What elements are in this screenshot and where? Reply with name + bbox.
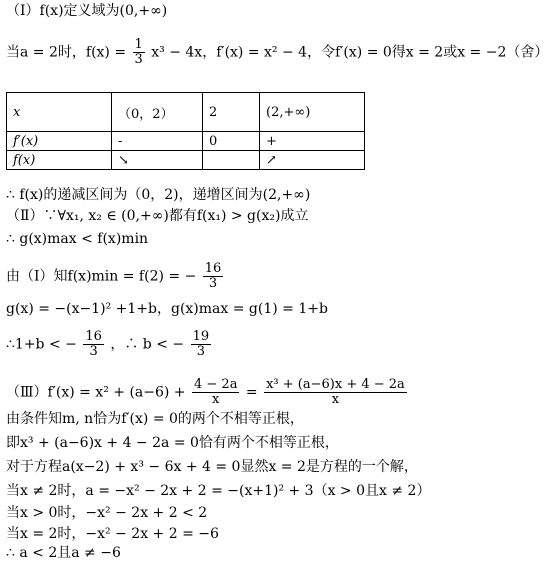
sign-table bbox=[6, 92, 365, 170]
part3-line2: 由条件知m, n恰为f′(x) = 0的两个不相等正根， bbox=[6, 411, 304, 427]
sign-table-header bbox=[7, 93, 365, 132]
part2-intro: （Ⅱ）∵∀x₁, x₂ ∈ (0,+∞)都有f(x₁) > g(x₂)成立 bbox=[6, 208, 309, 224]
table-cell bbox=[203, 151, 260, 170]
fraction-16-3: $\frac{16}{3}$ bbox=[85, 329, 102, 359]
header-cell: (2,+∞) bbox=[260, 93, 365, 132]
part1-domain: （Ⅰ）f(x)定义域为(0,+∞) bbox=[6, 3, 168, 19]
part1-line2-pre: 当a = 2时，f(x) = bbox=[6, 44, 127, 61]
sign-table-row bbox=[7, 132, 365, 151]
fraction-cubic-over-x: $\frac{\text{x³ + (a−6)x + 4 − 2a}}{x}$ bbox=[266, 377, 405, 407]
header-cell: 2 bbox=[203, 93, 260, 132]
part1-conclusion: ∴ f(x)的递减区间为（0，2)，递增区间为(2,+∞) bbox=[6, 187, 311, 203]
table-cell: 0 bbox=[203, 132, 260, 151]
table-cell: - bbox=[112, 132, 203, 151]
header-cell: （0，2） bbox=[112, 93, 203, 132]
table-cell: + bbox=[260, 132, 365, 151]
part3-line7: 当x = 2时，−x² − 2x + 2 = −6 bbox=[6, 526, 219, 542]
row-label: f′(x) bbox=[7, 132, 112, 151]
row-label: f(x) bbox=[7, 151, 112, 170]
part1-line2-post: x³ − 4x，f′(x) = x² − 4，令f′(x) = 0得x = 2或x = −2（舍） bbox=[151, 44, 549, 61]
header-cell: x bbox=[7, 93, 112, 132]
part3-derivative: （Ⅲ）f′(x) = x² + (a−6) + $\frac{4 - 2a}{x}$ = $\frac{\text{x³ + (a−6)x + 4 − 2a}}{x}$ bbox=[6, 377, 405, 407]
part2-gmax-line: g(x) = −(x−1)² +1+b，g(x)max = g(1) = 1+b bbox=[6, 301, 328, 317]
sign-table-row bbox=[7, 151, 365, 170]
fraction-4-minus-2a-over-x: $\frac{4 - 2a}{x}$ bbox=[194, 377, 238, 407]
part3-line5: 当x ≠ 2时，a = −x² − 2x + 2 = −(x+1)² + 3（x > 0且x ≠ 2） bbox=[6, 483, 431, 499]
decreasing-arrow: ↘ bbox=[112, 151, 203, 170]
part3-conclusion: ∴ a < 2且a ≠ −6 bbox=[6, 545, 121, 561]
part1-derivative-line bbox=[6, 38, 548, 67]
part2-inequality: ∴ g(x)max < f(x)min bbox=[6, 231, 149, 247]
fraction-19-3: $\frac{19}{3}$ bbox=[192, 329, 210, 359]
part2-fmin-line: 由（Ⅰ）知f(x)min = f(2) = − $\frac{16}{3}$ bbox=[6, 261, 222, 291]
part3-line3: 即x³ + (a−6)x + 4 − 2a = 0恰有两个不相等正根， bbox=[6, 435, 339, 451]
fraction-one-third: $\frac{1}{3}$ bbox=[134, 37, 143, 67]
part3-line4: 对于方程a(x−2) + x³ − 6x + 4 = 0显然x = 2是方程的一个解， bbox=[6, 459, 418, 475]
part3-line6: 当x > 0时，−x² − 2x + 2 < 2 bbox=[6, 505, 208, 521]
increasing-arrow: ↗ bbox=[260, 151, 365, 170]
part2-b-bound: ∴1+b < − $\frac{16}{3}$ ，∴ b < − $\frac{19}{3}$ bbox=[6, 329, 210, 359]
fraction-16-3: $\frac{16}{3}$ bbox=[204, 261, 222, 291]
